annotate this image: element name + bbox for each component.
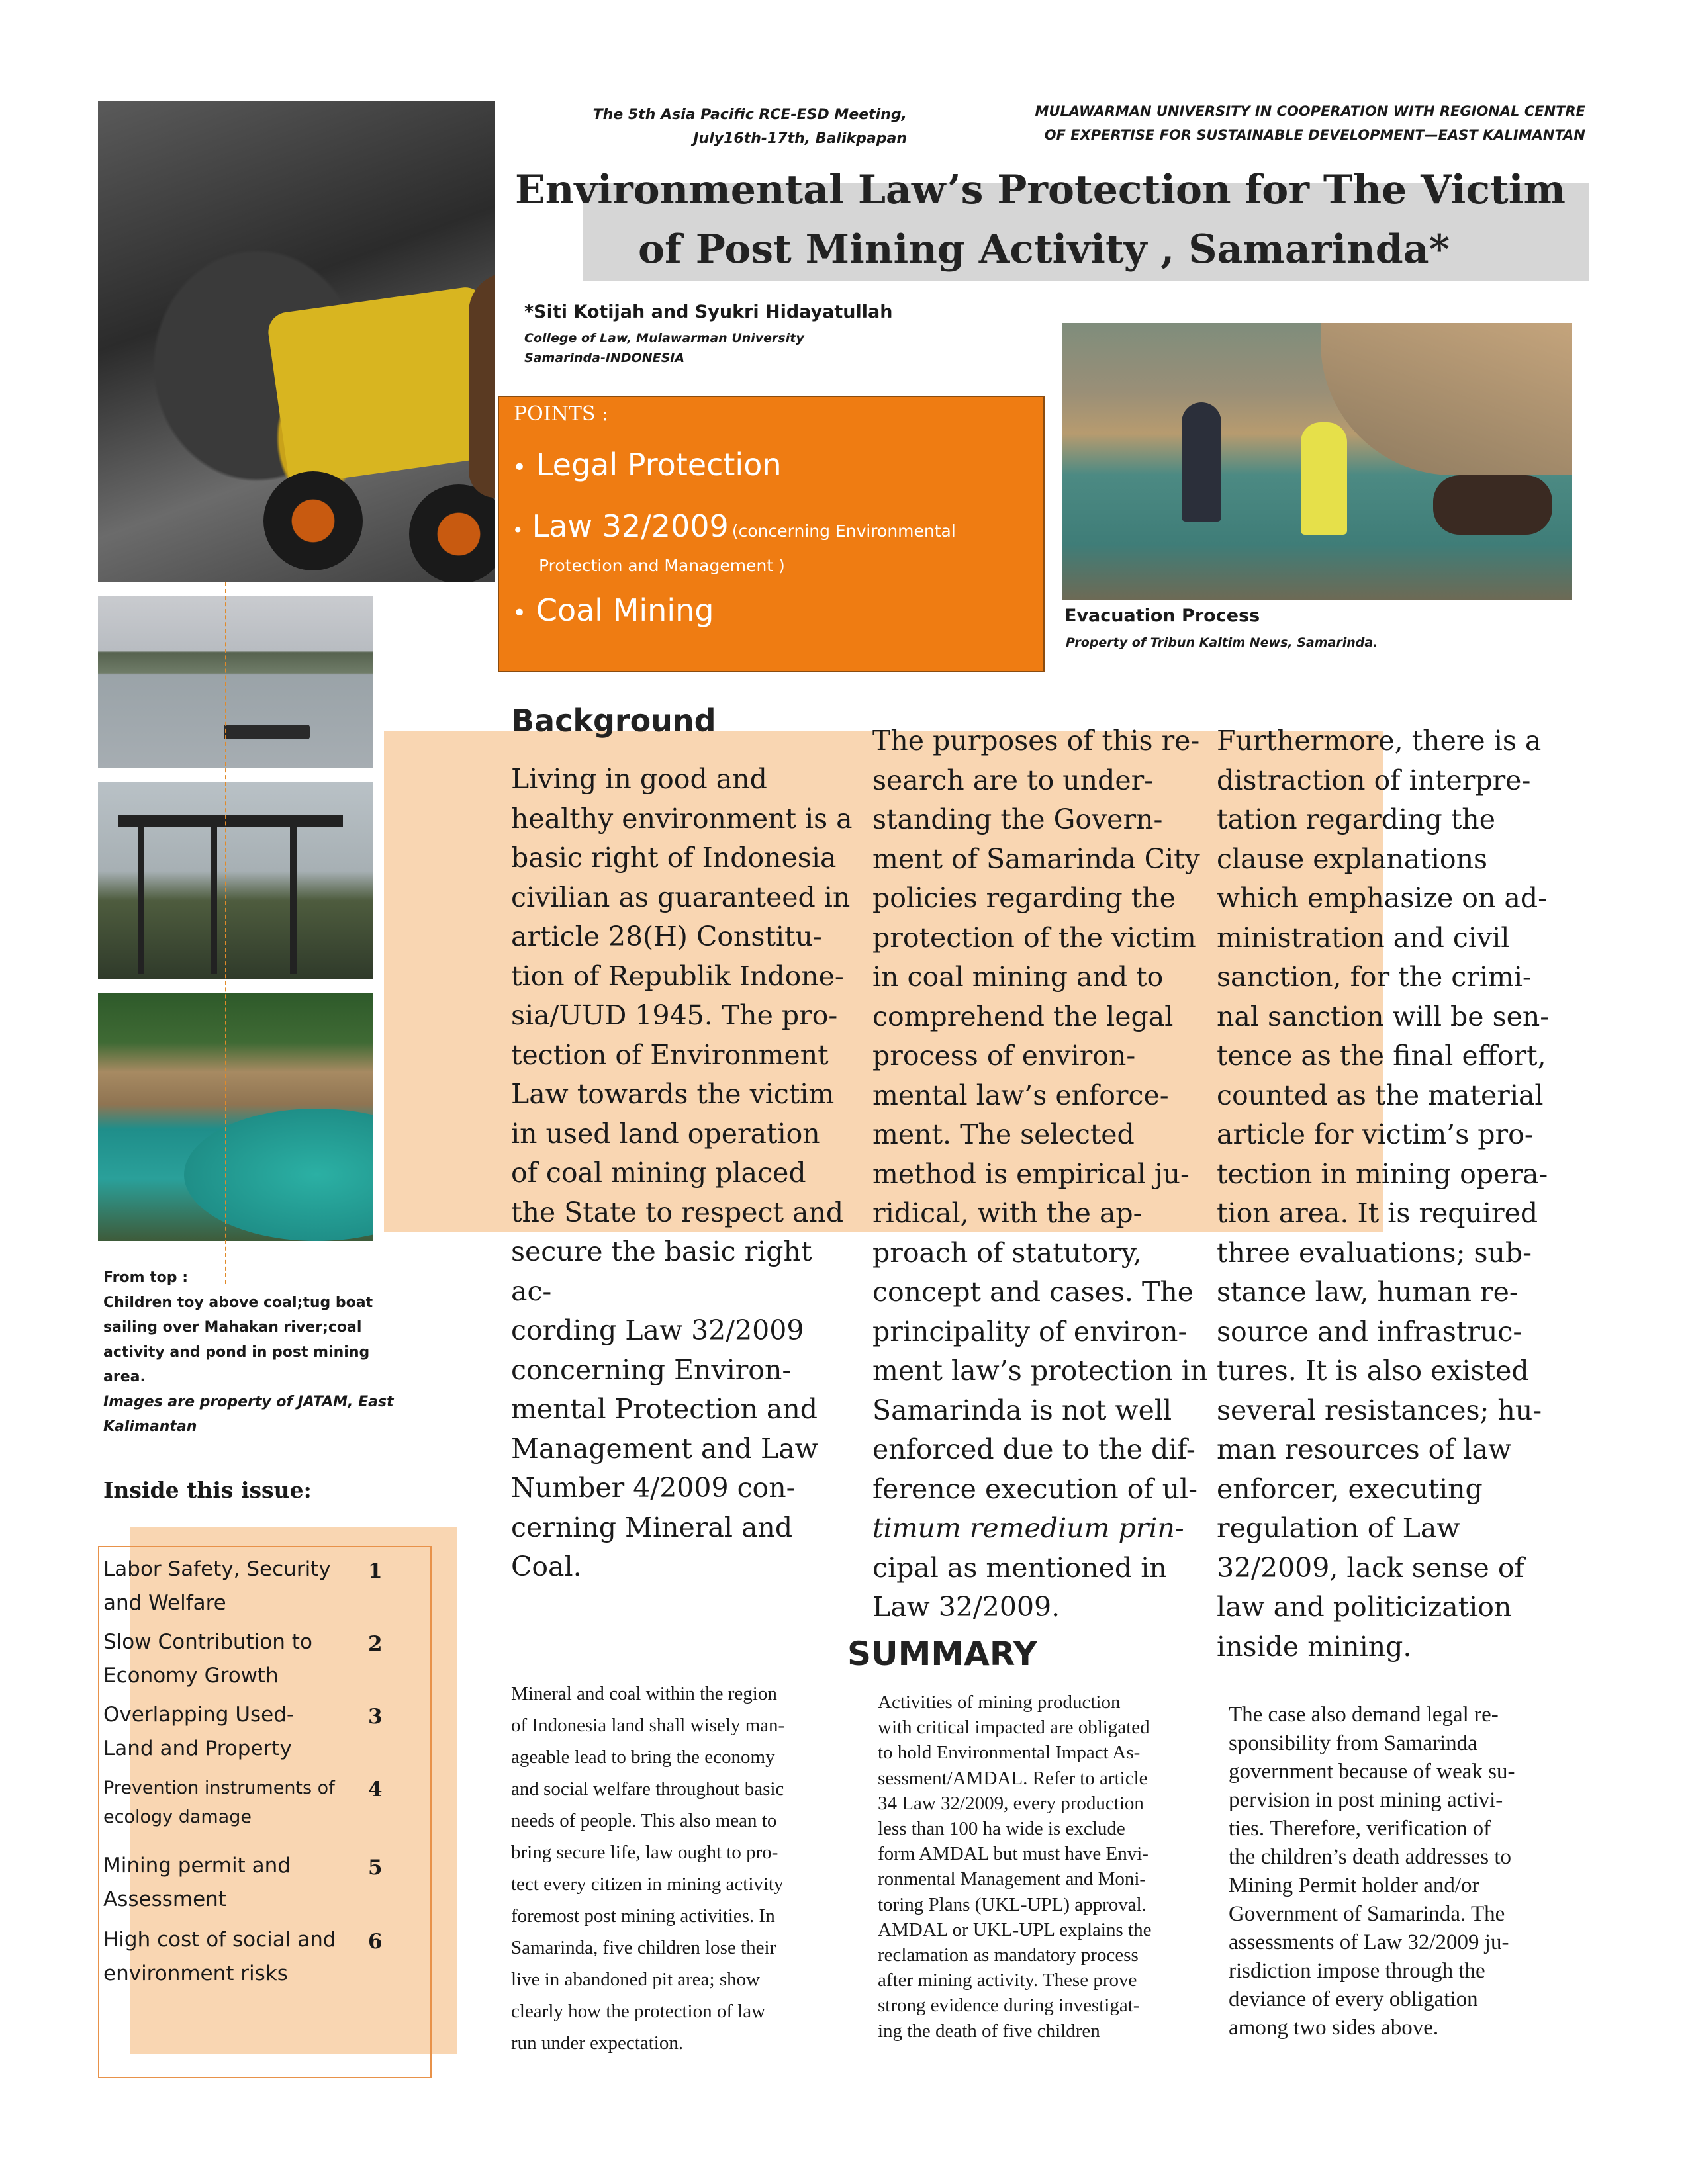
text-line: Government of Samarinda. The [1229,1902,1505,1926]
caption-line: activity and pond in post mining [103,1343,370,1361]
text-line: protection of the victim [872,921,1196,954]
text-line: run under expectation. [511,2032,684,2054]
text-line: tion area. It is required [1217,1197,1538,1229]
text-line: ference execution of ul- [872,1473,1197,1505]
text-line: in used land operation [511,1117,820,1150]
text-line: tence as the final effort, [1217,1040,1546,1071]
text-line: to hold Environmental Impact As- [878,1742,1141,1764]
text-line: ment law’s protection in [872,1355,1208,1387]
summary-heading: SUMMARY [847,1635,1037,1673]
caption-line: sailing over Mahakan river;coal [103,1319,362,1336]
text-line: The case also demand legal re- [1229,1703,1499,1727]
toc-item-label: Overlapping Used- [103,1703,295,1727]
caption-credit: Images are property of JATAM, East [103,1393,394,1410]
children-toy-on-coal-photo [98,101,495,582]
text-line: tion of Republik Indone- [511,960,844,992]
text-line: deviance of every obligation [1229,1987,1478,2011]
toc-item-1[interactable] [103,1553,331,1620]
text-line: standing the Govern- [872,803,1163,835]
text-line: principality of environ- [872,1315,1188,1347]
toc-item-4[interactable] [103,1774,335,1832]
point-legal-protection [512,447,782,482]
text-line: toring Plans (UKL-UPL) approval. [878,1893,1147,1915]
toc-item-label: environment risks [103,1962,288,1985]
text-line: tures. It is also existed [1217,1355,1529,1387]
post-mining-pond-photo [98,993,373,1241]
toc-page-number: 3 [368,1705,383,1729]
affiliation-line-2: Samarinda-INDONESIA [524,351,685,365]
text-line: and social welfare throughout basic [511,1778,784,1799]
text-line: Law 32/2009. [872,1591,1060,1623]
text-line: ties. Therefore, verification of [1229,1817,1491,1841]
text-line: enforcer, executing [1217,1473,1483,1505]
photos-caption [103,1265,447,1439]
toc-item-label: High cost of social and [103,1928,336,1952]
toc-item-label: Mining permit and [103,1854,291,1878]
evacuation-photo [1062,323,1572,600]
toc-item-label: Slow Contribution to [103,1630,312,1654]
point-law-32-2009 [512,508,956,544]
evacuation-caption-credit: Property of Tribun Kaltim News, Samarinda. [1066,635,1378,650]
text-line: tation regarding the [1217,803,1495,835]
text-line: the children’s death addresses to [1229,1845,1512,1869]
text-line: ageable lead to bring the economy [511,1747,775,1768]
text-line: enforced due to the dif- [872,1433,1196,1465]
text-line: civilian as guaranteed in [511,881,851,913]
toc-page-number: 1 [368,1559,383,1583]
text-line: less than 100 ha wide is exclude [878,1818,1125,1840]
text-line: among two sides above. [1229,2016,1439,2040]
text-line: Samarinda, five children lose their [511,1937,776,1958]
organizer-line-1: MULAWARMAN UNIVERSITY IN COOPERATION WITH REGIONAL CENTRE [1035,103,1585,119]
text-line: strong evidence during investigat- [878,1995,1140,2017]
text-line: ment of Samarinda City [872,842,1200,875]
text-line: concept and cases. The [872,1276,1194,1308]
text-line: cipal as mentioned in [872,1551,1167,1584]
text-line: counted as the material [1217,1079,1544,1111]
points-box [498,396,1045,672]
toc-item-label: Labor Safety, Security [103,1557,331,1581]
coal-conveyor-photo [98,782,373,979]
text-line: cording Law 32/2009 [511,1314,804,1346]
text-line: Law towards the victim [511,1078,835,1110]
toc-item-label: Prevention instruments of [103,1778,335,1798]
text-line: tection of Environment [511,1038,829,1071]
background-column-3 [1217,721,1574,1666]
text-line: AMDAL or UKL-UPL explains the [878,1919,1152,1940]
point-law-label: Law 32/2009 [532,508,729,544]
background-heading: Background [511,703,716,739]
text-line: policies regarding the [872,882,1176,914]
toc-item-3[interactable] [103,1698,294,1766]
title-line-1: Environmental Law’s Protection for The Victim [515,167,1566,213]
text-line: ridical, with the ap- [872,1197,1143,1229]
text-line: secure the basic right ac- [511,1236,812,1307]
text-line: Activities of mining production [878,1692,1121,1713]
text-line: which emphasize on ad- [1217,882,1547,914]
text-line: ing the death of five children [878,2020,1100,2042]
text-line: process of environ- [872,1040,1136,1071]
evacuation-caption-title: Evacuation Process [1064,606,1260,626]
text-line: article for victim’s pro- [1217,1118,1534,1150]
point-coal-mining [512,592,714,628]
affiliation-line-1: College of Law, Mulawarman University [524,331,804,345]
text-line: foremost post mining activities. In [511,1905,775,1927]
text-line: of coal mining placed [511,1157,806,1189]
text-line: three evaluations; sub- [1217,1236,1532,1269]
point-coal-mining-label: Coal Mining [536,592,714,628]
text-line: ministration and civil [1217,921,1510,954]
page-title [515,160,1587,279]
text-line: sessment/AMDAL. Refer to article [878,1767,1148,1789]
caption-line: From top : [103,1269,189,1286]
text-line: Number 4/2009 con- [511,1472,796,1504]
text-line: Management and Law [511,1432,818,1465]
caption-line: area. [103,1369,146,1385]
text-line: Mineral and coal within the region [511,1683,777,1704]
text-line: proach of statutory, [872,1236,1142,1269]
toc-item-5[interactable] [103,1849,291,1917]
text-line: Coal. [511,1551,582,1582]
toc-title: Inside this issue: [103,1477,312,1503]
organizer-info [923,99,1585,147]
text-line: regulation of Law [1217,1512,1460,1544]
text-line: article 28(H) Constitu- [511,921,822,952]
text-line: mental law’s enforce- [872,1079,1169,1111]
text-line: tection in mining opera- [1217,1158,1548,1190]
toc-item-2[interactable] [103,1625,312,1693]
text-line: bring secure life, law ought to pro- [511,1842,778,1863]
toc-item-label: Economy Growth [103,1664,279,1688]
text-line: ment. The selected [872,1118,1135,1150]
tugboat-river-photo [98,596,373,768]
text-line: sponsibility from Samarinda [1229,1731,1477,1755]
text-line: form AMDAL but must have Envi- [878,1843,1149,1865]
background-column-2 [872,721,1217,1627]
text-line: 32/2009, lack sense of [1217,1551,1524,1584]
authors: *Siti Kotijah and Syukri Hidayatullah [524,302,893,322]
text-line: man resources of law [1217,1433,1512,1465]
text-line: law and politicization [1217,1591,1512,1623]
text-line: mental Protection and [511,1393,818,1425]
caption-credit: Kalimantan [103,1418,197,1435]
summary-column-3 [1229,1701,1560,2042]
point-law-note-b: Protection and Management ) [539,556,785,575]
text-line: cerning Mineral and [511,1511,793,1543]
text-line: clearly how the protection of law [511,2001,766,2022]
affiliation [524,328,804,368]
toc-item-label: and Welfare [103,1591,226,1615]
toc-page-number: 4 [368,1778,383,1801]
text-line: distraction of interpre- [1217,764,1531,796]
toc-item-label: ecology damage [103,1807,252,1827]
organizer-line-2: OF EXPERTISE FOR SUSTAINABLE DEVELOPMENT—EAST KALIMANTAN [1044,127,1585,143]
text-line: pervision in post mining activi- [1229,1788,1503,1812]
text-line: tect every citizen in mining activity [511,1874,784,1895]
toc-item-label: Assessment [103,1888,226,1911]
toc-item-6[interactable] [103,1923,336,1991]
bullet: • [512,454,527,481]
text-line: source and infrastruc- [1217,1315,1523,1347]
text-line: method is empirical ju- [872,1158,1190,1190]
text-line: after mining activity. These prove [878,1970,1137,1991]
title-line-2: of Post Mining Activity , Samarinda* [638,226,1450,273]
text-line: nal sanction will be sen- [1217,1000,1550,1032]
text-line: in coal mining and to [872,961,1164,993]
bullet: • [512,520,524,541]
text-line: basic right of Indonesia [511,842,837,874]
text-line: government because of weak su- [1229,1760,1515,1784]
text-line: Living in good and [511,763,767,795]
toc-page-number: 6 [368,1930,383,1954]
text-line: The purposes of this re- [872,725,1200,756]
background-column-1 [511,760,855,1587]
toc-item-label: Land and Property [103,1737,292,1760]
text-line: live in abandoned pit area; show [511,1969,761,1990]
text-line: inside mining. [1217,1630,1412,1662]
points-title: POINTS : [514,402,609,426]
text-line: ronmental Management and Moni- [878,1868,1147,1890]
text-line: concerning Environ- [511,1353,792,1386]
summary-column-1 [511,1678,842,2059]
point-legal-protection-label: Legal Protection [536,447,782,482]
text-line: healthy environment is a [511,802,853,835]
text-line: needs of people. This also mean to [511,1810,777,1831]
meeting-line-1: The 5th Asia Pacific RCE-ESD Meeting, [592,107,907,123]
text-line: risdiction impose through the [1229,1959,1485,1983]
text-line: of Indonesia land shall wisely man- [511,1715,785,1736]
text-line: assessments of Law 32/2009 ju- [1229,1931,1509,1954]
text-line: stance law, human re- [1217,1276,1519,1308]
text-line: comprehend the legal [872,1000,1174,1032]
meeting-info [510,103,907,151]
caption-line: Children toy above coal;tug boat [103,1294,373,1311]
text-line: reclamation as mandatory process [878,1944,1139,1966]
text-line: 34 Law 32/2009, every production [878,1792,1144,1814]
toc-page-number: 2 [368,1632,383,1656]
meeting-line-2: July16th-17th, Balikpapan [693,130,907,147]
bullet: • [512,600,527,627]
divider-dashed-vertical [225,582,226,1284]
text-line: Furthermore, there is a [1217,725,1542,756]
text-line: sia/UUD 1945. The pro- [511,999,838,1031]
text-line: several resistances; hu- [1217,1394,1542,1426]
text-line: sanction, for the crimi- [1217,961,1532,993]
summary-column-2 [878,1690,1222,2044]
text-line: clause explanations [1217,842,1488,875]
text-line: the State to respect and [511,1196,844,1228]
text-line: Mining Permit holder and/or [1229,1874,1479,1897]
text-line: search are to under- [872,764,1154,796]
text-line: timum remedium prin- [872,1512,1184,1544]
text-line: Samarinda is not well [872,1394,1172,1426]
toc-page-number: 5 [368,1856,383,1880]
point-law-note-a: (concerning Environmental [731,522,956,541]
text-line: with critical impacted are obligated [878,1717,1150,1739]
